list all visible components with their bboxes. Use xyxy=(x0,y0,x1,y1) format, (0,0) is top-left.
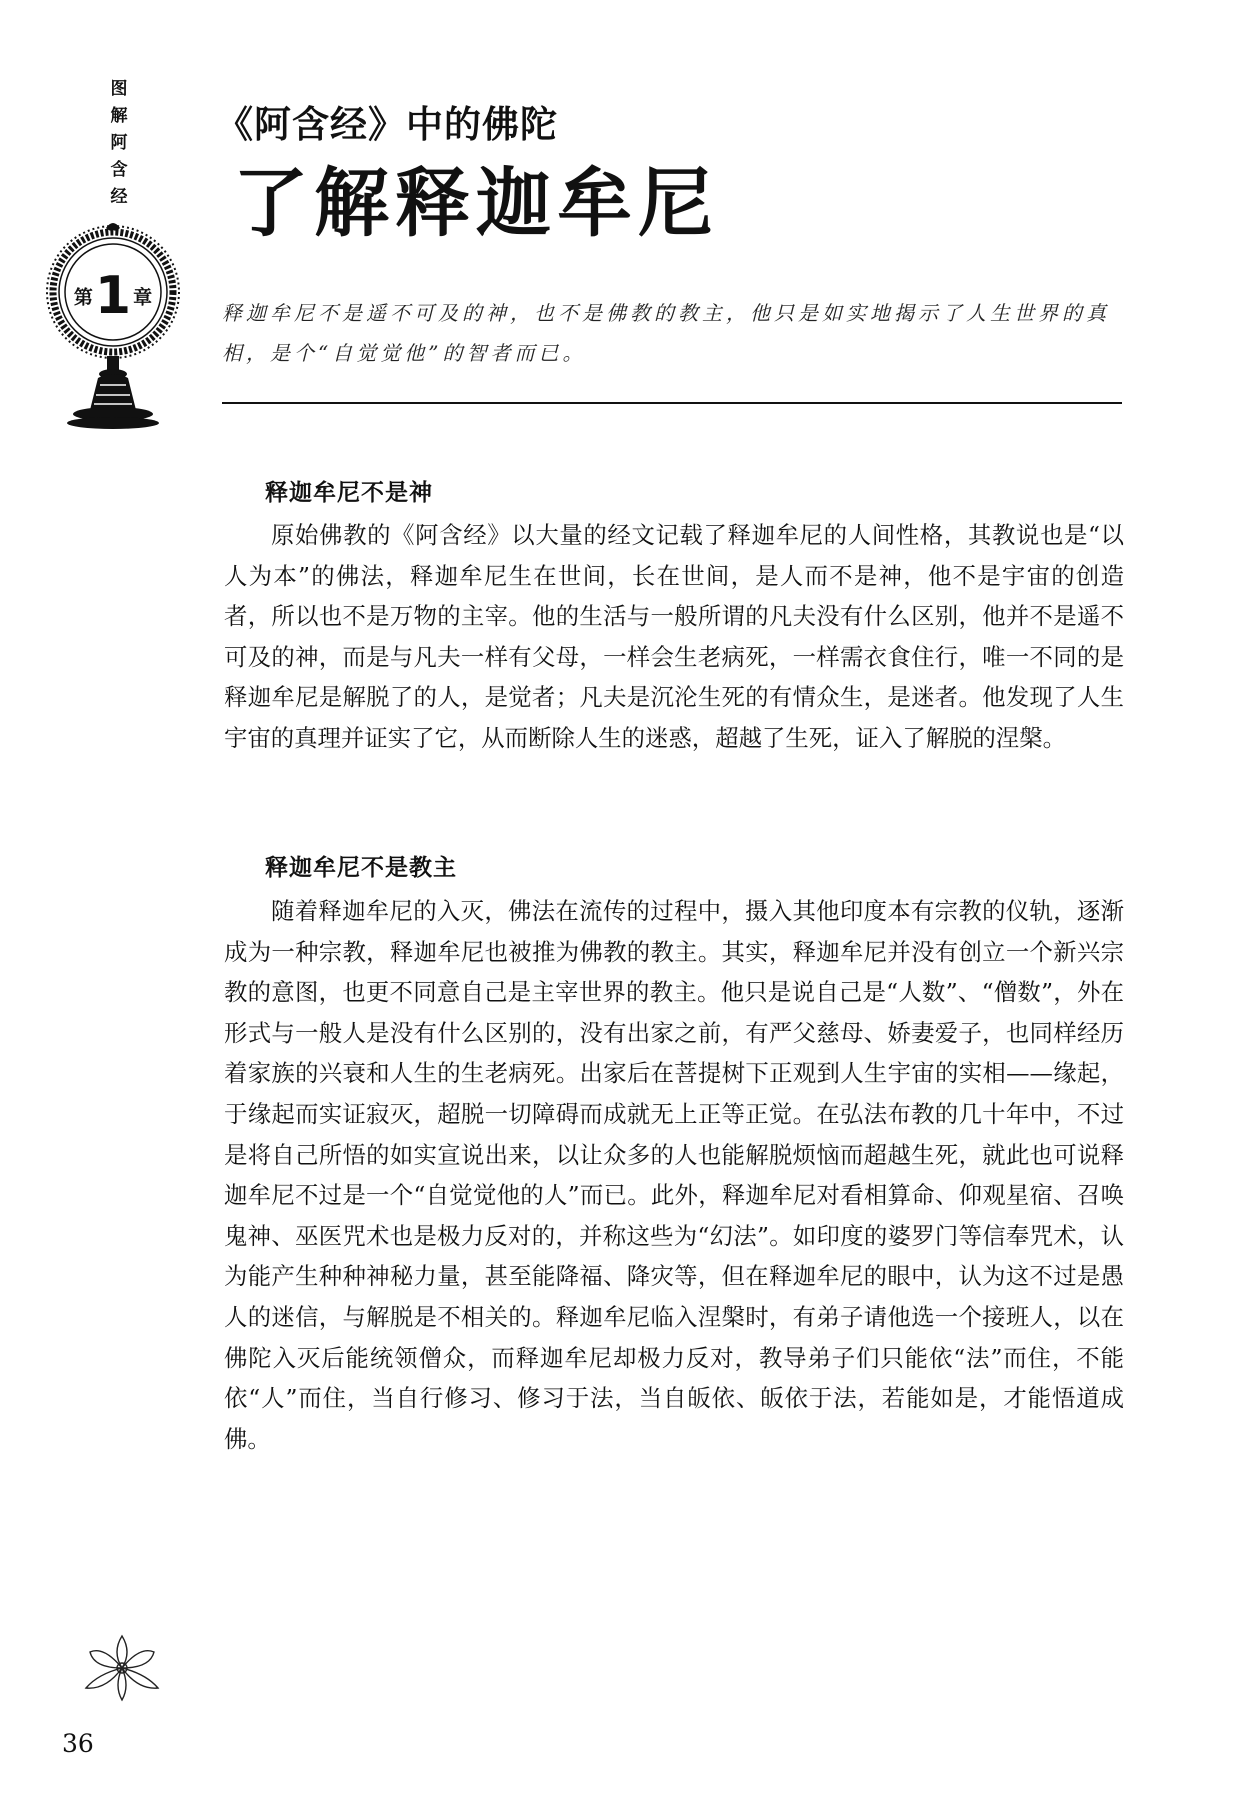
lotus-flower-icon xyxy=(80,1628,164,1708)
series-char: 含 xyxy=(110,160,128,180)
section-heading: 释迦牟尼不是教主 xyxy=(265,855,457,881)
ornament-frame-icon xyxy=(38,220,188,435)
page-subtitle: 《阿含经》中的佛陀 xyxy=(216,102,558,146)
series-char: 解 xyxy=(110,106,128,126)
series-char: 图 xyxy=(110,79,128,99)
divider-line xyxy=(222,402,1122,404)
chapter-number: 1 xyxy=(94,266,132,326)
intro-text: 释迦牟尼不是遥不可及的神，也不是佛教的教主，他只是如实地揭示了人生世界的真相，是个“自觉觉他”的智者而已。 xyxy=(222,301,1110,365)
section-heading: 释迦牟尼不是神 xyxy=(265,480,433,506)
page-title: 了解释迦牟尼 xyxy=(233,159,720,247)
chapter-label xyxy=(38,266,188,326)
page-number: 36 xyxy=(62,1729,94,1758)
section-body: 原始佛教的《阿含经》以大量的经文记载了释迦牟尼的人间性格，其教说也是“以人为本”的佛法，释迦牟尼生在世间，长在世间，是人而不是神，他不是宇宙的创造者，所以也不是万物的主宰。他的生活与一般所谓的凡夫没有什么区别，他并不是遥不可及的神，而是与凡夫一样有父母，一样会生老病死，一样需衣食住行，唯一不同的是释迦牟尼是解脱了的人，是觉者；凡夫是沉沦生死的有情众生，是迷者。他发现了人生宇宙的真理并证实了它，从而断除人生的迷惑，超越了生死，证入了解脱的涅槃。 xyxy=(224,521,1124,752)
series-char: 阿 xyxy=(110,133,128,153)
chapter-prefix: 第 xyxy=(73,286,93,309)
chapter-badge xyxy=(38,220,188,435)
section-body: 随着释迦牟尼的入灭，佛法在流传的过程中，摄入其他印度本有宗教的仪轨，逐渐成为一种宗教，释迦牟尼也被推为佛教的教主。其实，释迦牟尼并没有创立一个新兴宗教的意图，也更不同意自己是主宰世界的教主。他只是说自己是“人数”、“僧数”，外在形式与一般人是没有什么区别的，没有出家之前，有严父慈母、娇妻爱子，也同样经历着家族的兴衰和人生的生老病死。出家后在菩提树下正观到人生宇宙的实相——缘起，于缘起而实证寂灭，超脱一切障碍而成就无上正等正觉。在弘法布教的几十年中，不过是将自己所悟的如实宣说出来，以让众多的人也能解脱烦恼而超越生死，就此也可说释迦牟尼不过是一个“自觉觉他的人”而已。此外，释迦牟尼对看相算命、仰观星宿、召唤鬼神、巫医咒术也是极力反对的，并称这些为“幻法”。如印度的婆罗门等信奉咒术，认为能产生种种神秘力量，甚至能降福、降灾等，但在释迦牟尼的眼中，认为这不过是愚人的迷信，与解脱是不相关的。释迦牟尼临入涅槃时，有弟子请他选一个接班人，以在佛陀入灭后能统领僧众，而释迦牟尼却极力反对，教导弟子们只能依“法”而住，不能依“人”而住，当自行修习、修习于法，当自皈依、皈依于法，若能如是，才能悟道成佛。 xyxy=(224,897,1124,1453)
chapter-suffix: 章 xyxy=(133,286,153,309)
book-series-title xyxy=(104,76,134,211)
series-char: 经 xyxy=(110,187,128,207)
